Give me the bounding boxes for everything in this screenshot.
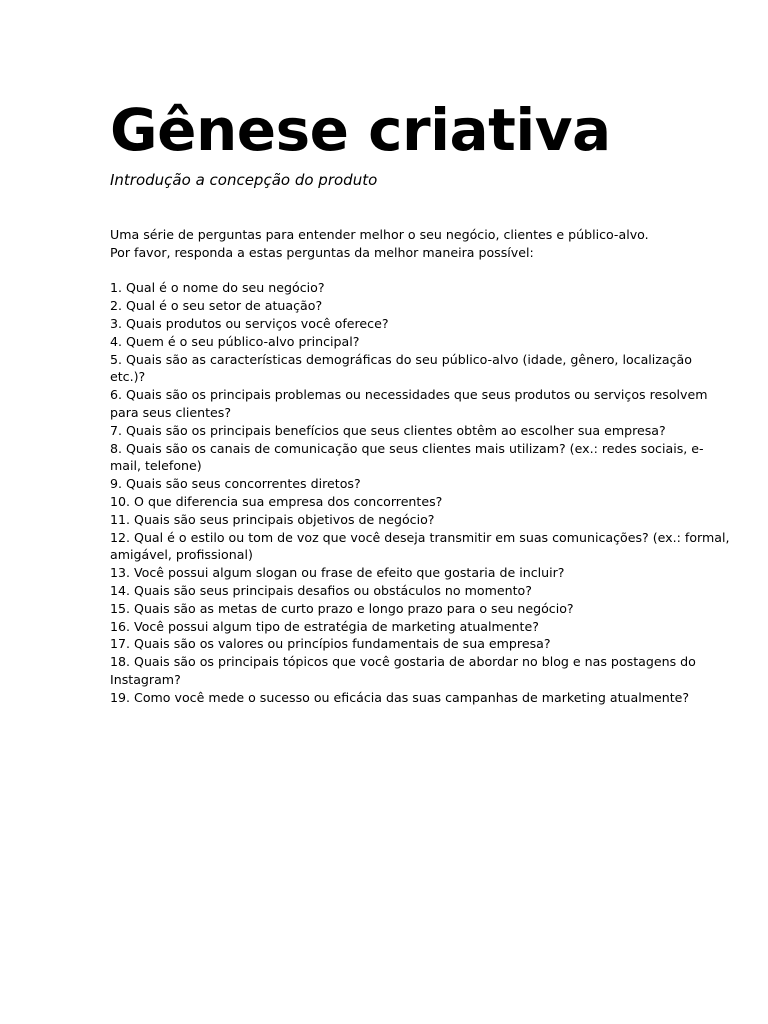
question-item: 3. Quais produtos ou serviços você oferece?	[110, 315, 389, 331]
document-title: Gênese criativa	[110, 96, 611, 164]
question-item: 6. Quais são os principais problemas ou necessidades que seus produtos ou serviços resolvem para seus clientes?	[110, 387, 708, 420]
question-item: 12. Qual é o estilo ou tom de voz que você deseja transmitir em suas comunicações? (ex.: formal, amigável, profissional)	[110, 529, 730, 563]
intro-line: Uma série de perguntas para entender melhor o seu negócio, clientes e público-alvo.	[110, 227, 649, 242]
question-item: 14. Quais são seus principais desafios ou obstáculos no momento?	[110, 582, 532, 598]
intro-line: Por favor, responda a estas perguntas da melhor maneira possível:	[110, 244, 534, 260]
question-item: 1. Qual é o nome do seu negócio?	[110, 280, 325, 296]
question-item: 10. O que diferencia sua empresa dos concorrentes?	[110, 493, 443, 509]
document-page	[110, 92, 730, 719]
question-item: 11. Quais são seus principais objetivos de negócio?	[110, 511, 435, 527]
question-item: 16. Você possui algum tipo de estratégia de marketing atualmente?	[110, 618, 539, 634]
question-item: 8. Quais são os canais de comunicação que seus clientes mais utilizam? (ex.: redes sociais, e-mail, telefone)	[110, 440, 704, 474]
questions-list	[110, 279, 730, 706]
question-item: 4. Quem é o seu público-alvo principal?	[110, 333, 360, 349]
question-item: 15. Quais são as metas de curto prazo e longo prazo para o seu negócio?	[110, 600, 574, 616]
question-item: 5. Quais são as características demográficas do seu público-alvo (idade, gênero, localização etc.)?	[110, 351, 692, 385]
document-subtitle: Introdução a concepção do produto	[110, 171, 378, 189]
question-item: 7. Quais são os principais benefícios que seus clientes obtêm ao escolher sua empresa?	[110, 422, 666, 438]
question-item: 2. Qual é o seu setor de atuação?	[110, 298, 323, 314]
question-item: 9. Quais são seus concorrentes diretos?	[110, 476, 361, 492]
question-item: 13. Você possui algum slogan ou frase de efeito que gostaria de incluir?	[110, 565, 565, 581]
question-item: 17. Quais são os valores ou princípios fundamentais de sua empresa?	[110, 636, 551, 652]
question-item: 19. Como você mede o sucesso ou eficácia das suas campanhas de marketing atualmente?	[110, 689, 690, 705]
question-item: 18. Quais são os principais tópicos que você gostaria de abordar no blog e nas postagens do Instagram?	[110, 654, 696, 687]
intro-paragraph	[110, 226, 730, 262]
